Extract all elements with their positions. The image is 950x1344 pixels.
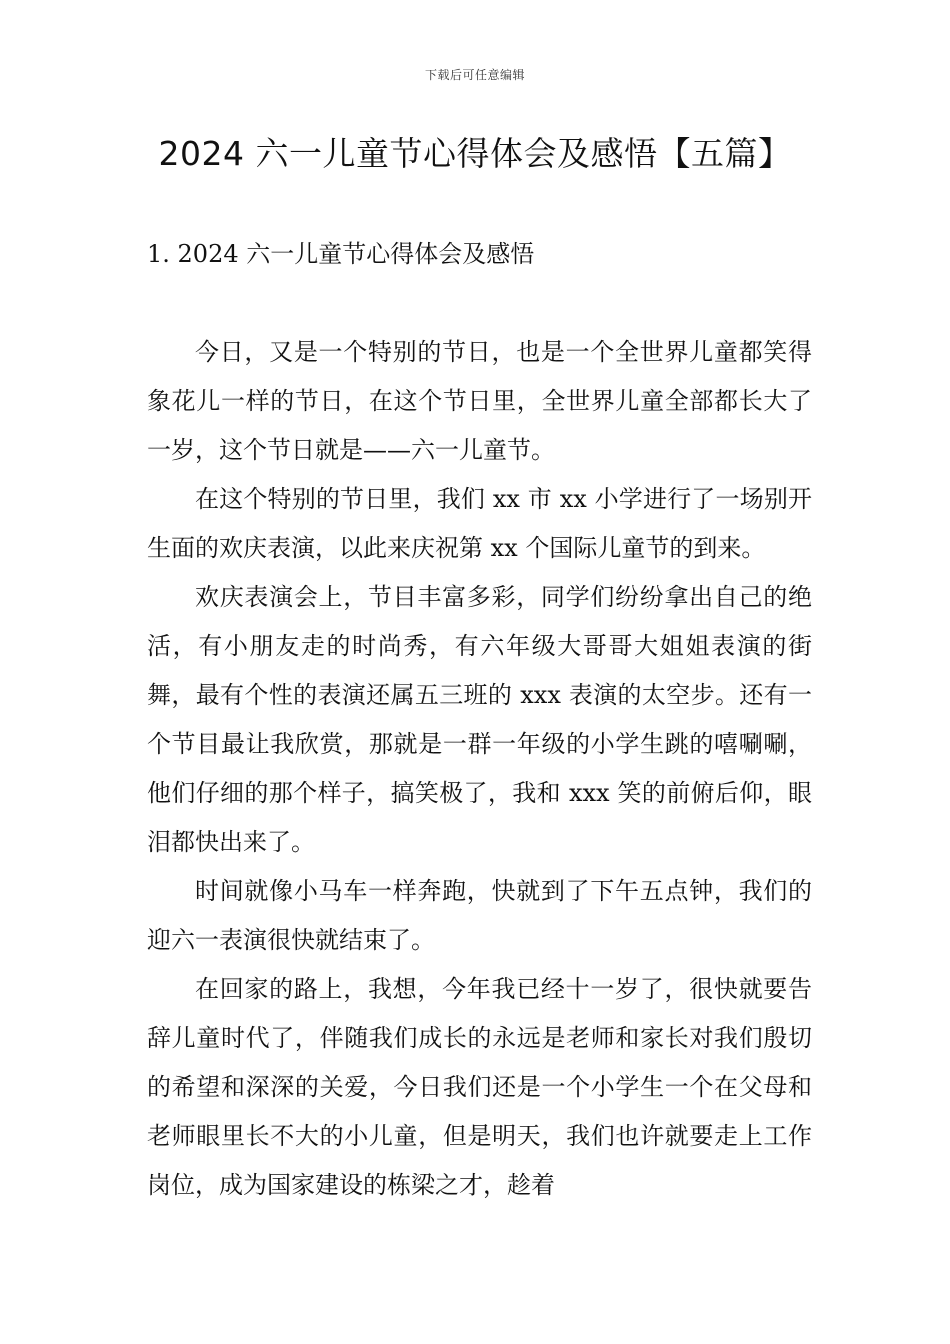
section-body bbox=[147, 328, 812, 1210]
paragraph: 时间就像小马车一样奔跑，快就到了下午五点钟，我们的迎六一表演很快就结束了。 bbox=[147, 877, 812, 954]
header-note: 下载后可任意编辑 bbox=[424, 68, 525, 82]
document-title: 2024 六一儿童节心得体会及感悟【五篇】 bbox=[158, 134, 792, 173]
section-heading: 1. 2024 六一儿童节心得体会及感悟 bbox=[147, 240, 535, 268]
paragraph: 在回家的路上，我想，今年我已经十一岁了，很快就要告辞儿童时代了，伴随我们成长的永远是老师和家长对我们殷切的希望和深深的关爱，今日我们还是一个小学生一个在父母和老师眼里长不大的小儿童，但是明天，我们也许就要走上工作岗位，成为国家建设的栋梁之才，趁着 bbox=[147, 975, 812, 1199]
paragraph: 在这个特别的节日里，我们 xx 市 xx 小学进行了一场别开生面的欢庆表演，以此来庆祝第 xx 个国际儿童节的到来。 bbox=[147, 485, 812, 562]
paragraph: 今日，又是一个特别的节日，也是一个全世界儿童都笑得象花儿一样的节日，在这个节日里，全世界儿童全部都长大了一岁，这个节日就是——六一儿童节。 bbox=[147, 338, 812, 464]
paragraph: 欢庆表演会上，节目丰富多彩，同学们纷纷拿出自己的绝活，有小朋友走的时尚秀，有六年级大哥哥大姐姐表演的街舞，最有个性的表演还属五三班的 xxx 表演的太空步。还有一个节目最让我欣赏，那就是一群一年级的小学生跳的嘻唰唰，他们仔细的那个样子，搞笑极了，我和 xxx 笑的前俯后仰，眼泪都快出来了。 bbox=[147, 583, 812, 856]
